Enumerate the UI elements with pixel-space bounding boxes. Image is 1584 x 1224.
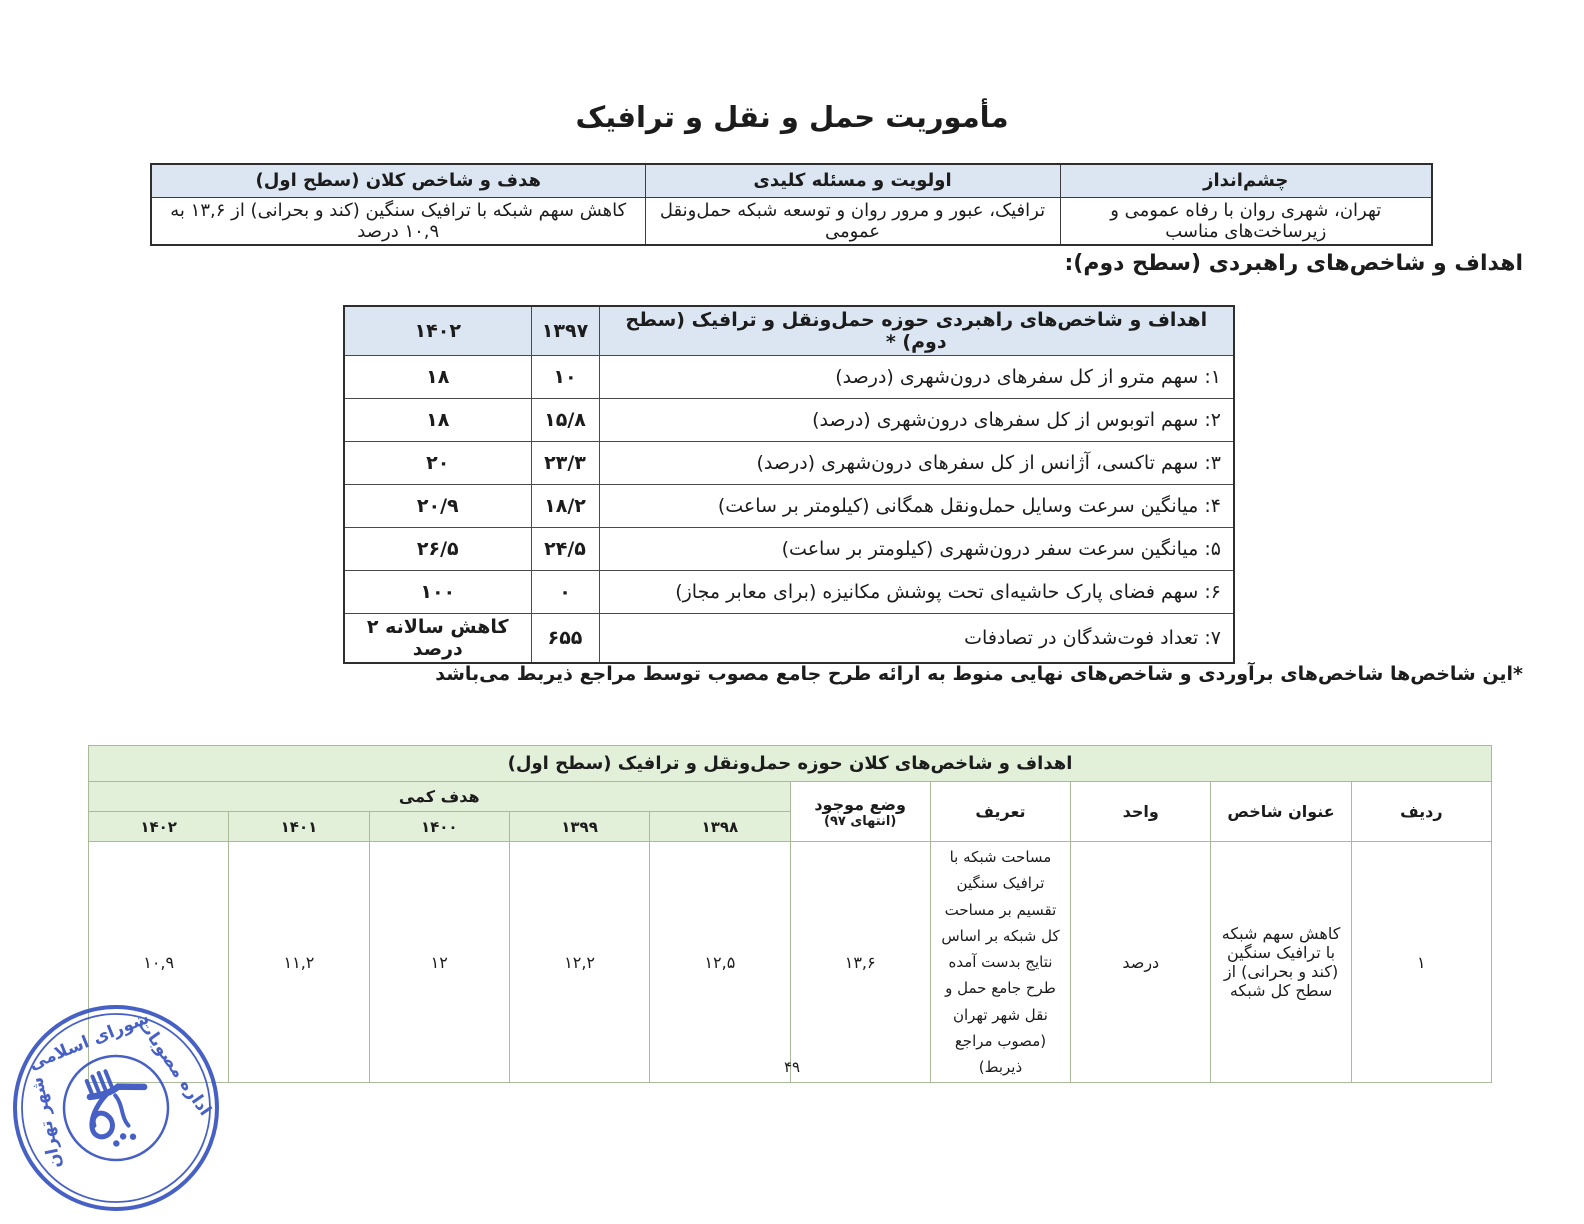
mission-goal-value: کاهش سهم شبکه با ترافیک سنگین (کند و بحرانی) از ۱۳,۶ به ۱۰,۹ درصد — [151, 197, 645, 245]
year-1401: ۱۴۰۱ — [229, 812, 369, 842]
table-row — [344, 442, 1234, 485]
mission-header-priority: اولویت و مسئله کلیدی — [645, 164, 1060, 197]
mission-header-row — [151, 164, 1432, 197]
target-1399: ۱۲,۲ — [509, 842, 649, 1083]
stamp-text-top: شورای اسلامی — [26, 1008, 152, 1075]
target-1398: ۱۲,۵ — [650, 842, 790, 1083]
table-row — [344, 356, 1234, 399]
macro-indicators-table — [88, 745, 1492, 1083]
value-1402: ۲۰ — [344, 442, 531, 485]
value-1402: ۲۶/۵ — [344, 528, 531, 571]
mission-value-row — [151, 197, 1432, 245]
value-1402: کاهش سالانه ۲ درصد — [344, 614, 531, 664]
stamp-text-left: شهر تهران — [27, 1075, 66, 1171]
strategic-indicators-table — [343, 305, 1235, 664]
mission-header-goal: هدف و شاخص کلان (سطح اول) — [151, 164, 645, 197]
macro-header-indicator: عنوان شاخص — [1211, 782, 1351, 842]
strategic-section-heading: اهداف و شاخص‌های راهبردی (سطح دوم): — [1064, 251, 1523, 276]
stamp-emblem-dots — [111, 1129, 138, 1148]
value-1397: ۲۳/۳ — [531, 442, 599, 485]
value-1402: ۱۸ — [344, 356, 531, 399]
macro-header-target-group: هدف کمی — [89, 782, 791, 812]
stamp-emblem — [74, 1059, 156, 1140]
macro-header-row-no: ردیف — [1351, 782, 1491, 842]
indicator-label: ۵: میانگین سرعت سفر درون‌شهری (کیلومتر بر ساعت) — [599, 528, 1234, 571]
strategic-header-title: اهداف و شاخص‌های راهبردی حوزه حمل‌ونقل و ترافیک (سطح دوم) * — [599, 306, 1234, 356]
unit-value: درصد — [1071, 842, 1211, 1083]
year-1402: ۱۴۰۲ — [89, 812, 229, 842]
table-row — [344, 485, 1234, 528]
table-row — [344, 614, 1234, 664]
indicator-label: ۴: میانگین سرعت وسایل حمل‌ونقل همگانی (کیلومتر بر ساعت) — [599, 485, 1234, 528]
macro-table-title: اهداف و شاخص‌های کلان حوزه حمل‌ونقل و ترافیک (سطح اول) — [89, 746, 1492, 782]
value-1402: ۱۸ — [344, 399, 531, 442]
target-1401: ۱۱,۲ — [229, 842, 369, 1083]
macro-header-row — [89, 782, 1492, 812]
definition-text: مساحت شبکه با ترافیک سنگین تقسیم بر مساحت کل شبکه بر اساس نتایج بدست آمده طرح جامع حمل و نقل شهر تهران (مصوب مراجع ذیربط) — [930, 842, 1070, 1083]
strategic-header-1402: ۱۴۰۲ — [344, 306, 531, 356]
mission-priority-value: ترافیک، عبور و مرور روان و توسعه شبکه حمل‌ونقل عمومی — [645, 197, 1060, 245]
macro-header-unit: واحد — [1071, 782, 1211, 842]
macro-header-baseline — [790, 782, 930, 842]
year-1398: ۱۳۹۸ — [650, 812, 790, 842]
mission-vision-value: تهران، شهری روان با رفاه عمومی و زیرساخت‌های مناسب — [1060, 197, 1432, 245]
value-1397: ۰ — [531, 571, 599, 614]
table-row — [344, 399, 1234, 442]
target-1400: ۱۲ — [369, 842, 509, 1083]
value-1402: ۲۰/۹ — [344, 485, 531, 528]
footnote: *این شاخص‌ها شاخص‌های برآوردی و شاخص‌های نهایی منوط به ارائه طرح جامع مصوب توسط مراجع ذیربط می‌باشد — [435, 663, 1523, 685]
value-1397: ۱۰ — [531, 356, 599, 399]
indicator-label: ۷: تعداد فوت‌شدگان در تصادفات — [599, 614, 1234, 664]
strategic-header-1397: ۱۳۹۷ — [531, 306, 599, 356]
table-row — [89, 842, 1492, 1083]
strategic-header-row — [344, 306, 1234, 356]
value-1397: ۱۵/۸ — [531, 399, 599, 442]
page-title: مأموریت حمل و نقل و ترافیک — [575, 100, 1009, 134]
target-1402: ۱۰,۹ — [89, 842, 229, 1083]
value-1397: ۱۸/۲ — [531, 485, 599, 528]
year-1399: ۱۳۹۹ — [509, 812, 649, 842]
baseline-value: ۱۳,۶ — [790, 842, 930, 1083]
year-1400: ۱۴۰۰ — [369, 812, 509, 842]
value-1397: ۶۵۵ — [531, 614, 599, 664]
indicator-label: ۲: سهم اتوبوس از کل سفرهای درون‌شهری (درصد) — [599, 399, 1234, 442]
mission-header-vision: چشم‌انداز — [1060, 164, 1432, 197]
value-1397: ۲۴/۵ — [531, 528, 599, 571]
macro-header-definition: تعریف — [930, 782, 1070, 842]
indicator-label: ۱: سهم مترو از کل سفرهای درون‌شهری (درصد) — [599, 356, 1234, 399]
table-row — [344, 571, 1234, 614]
baseline-line1: وضع موجود — [814, 794, 906, 814]
table-row — [344, 528, 1234, 571]
baseline-line2: (انتهای ۹۷) — [824, 813, 897, 829]
page-number: ۴۹ — [783, 1058, 801, 1076]
mission-table — [150, 163, 1433, 246]
indicator-title: کاهش سهم شبکه با ترافیک سنگین (کند و بحرانی) از سطح کل شبکه — [1211, 842, 1351, 1083]
macro-title-row — [89, 746, 1492, 782]
stamp-text-right: اداره مصوبات — [133, 1014, 216, 1120]
value-1402: ۱۰۰ — [344, 571, 531, 614]
row-number: ۱ — [1351, 842, 1491, 1083]
indicator-label: ۶: سهم فضای پارک حاشیه‌ای تحت پوشش مکانیزه (برای معابر مجاز) — [599, 571, 1234, 614]
indicator-label: ۳: سهم تاکسی، آژانس از کل سفرهای درون‌شهری (درصد) — [599, 442, 1234, 485]
official-stamp — [6, 995, 226, 1221]
stamp-seal-icon — [6, 995, 226, 1221]
